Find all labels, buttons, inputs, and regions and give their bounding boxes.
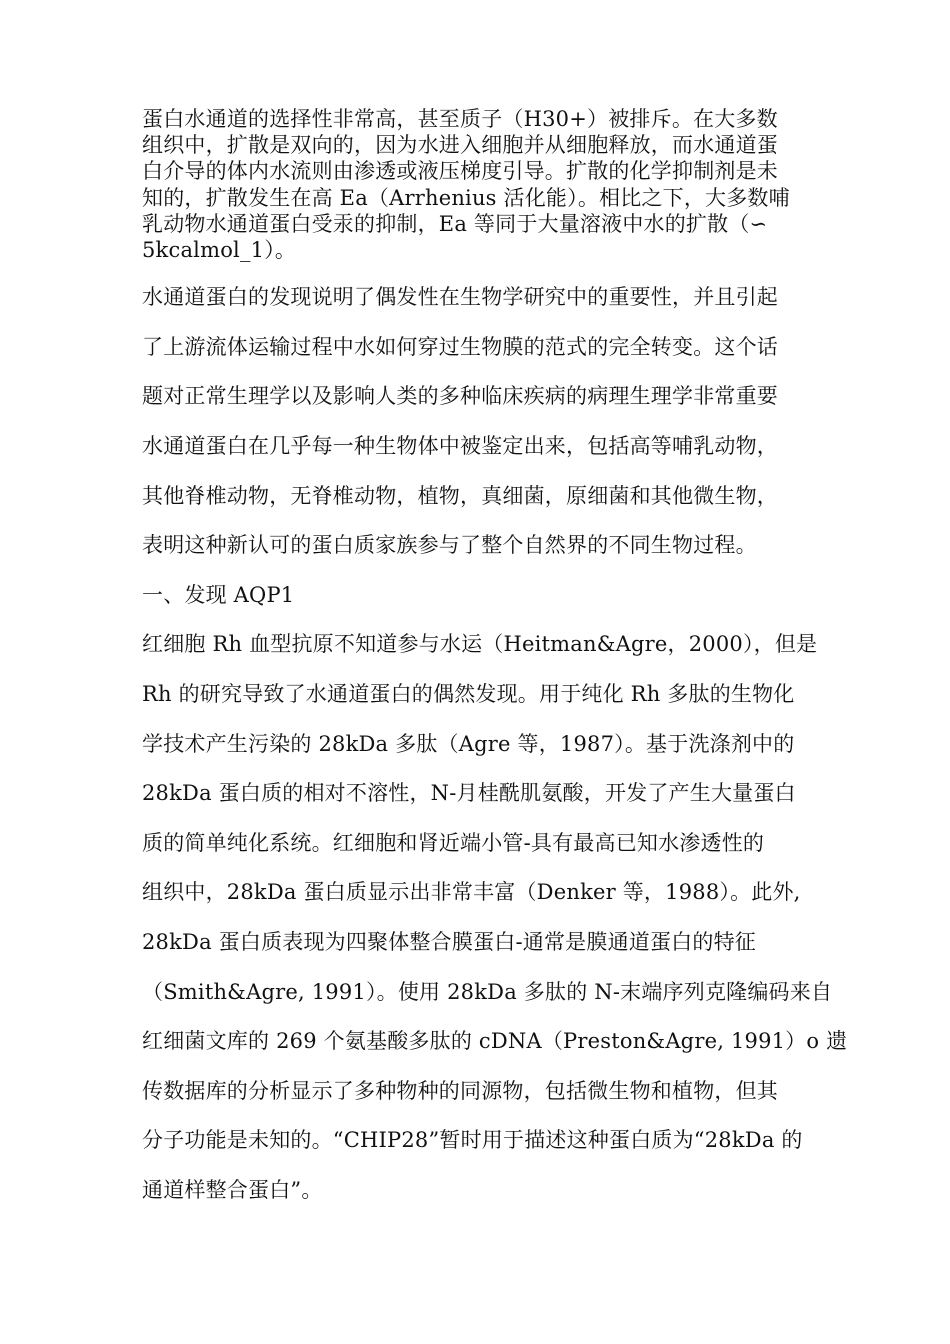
text-line: 水通道蛋白在几乎每一种生物体中被鉴定出来，包括高等哺乳动物， [142,434,778,458]
text-line: 红细胞 Rh 血型抗原不知道参与水运（Heitman&Agre，2000），但是 [142,632,818,657]
text-line: 28kDa 蛋白质表现为四聚体整合膜蛋白-通常是膜通道蛋白的特征 [142,929,756,954]
paragraph-selectivity [142,106,832,263]
text-line: Rh 的研究导致了水通道蛋白的偶然发现。用于纯化 Rh 多肽的生物化 [142,681,795,706]
text-line: 学技术产生污染的 28kDa 多肽（Agre 等，1987）。基于洗涤剂中的 [142,731,795,756]
paragraph-discovery [142,273,848,1215]
text-line: 红细菌文库的 269 个氨基酸多肽的 cDNA（Preston&Agre, 1991）o 遗 [142,1029,848,1054]
text-line: 表明这种新认可的蛋白质家族参与了整个自然界的不同生物过程。 [142,533,757,558]
text-line: 水通道蛋白的发现说明了偶发性在生物学研究中的重要性，并且引起 [142,285,778,310]
text-line: 质的简单纯化系统。红细胞和肾近端小管-具有最高已知水渗透性的 [142,830,765,855]
text-line: 5kcalmol_1）。 [142,238,297,263]
text-line: 其他脊椎动物，无脊椎动物，植物，真细菌，原细菌和其他微生物， [142,483,778,508]
text-line: 蛋白水通道的选择性非常高，甚至质子（H30+）被排斥。在大多数 [142,107,778,131]
text-line: （Smith&Agre, 1991）。使用 28kDa 多肽的 N-末端序列克隆编码来自 [142,979,833,1004]
text-line: 传数据库的分析显示了多种物种的同源物，包括微生物和植物，但其 [142,1078,778,1103]
text-line: 题对正常生理学以及影响人类的多种临床疾病的病理生理学非常重要 [142,384,778,409]
document-page [142,106,848,1216]
section-heading: 一、发现 AQP1 [142,582,295,607]
text-line: 通道样整合蛋白”。 [142,1177,323,1202]
text-line: 知的，扩散发生在高 Ea（Arrhenius 活化能）。相比之下，大多数哺 [142,185,790,210]
text-line: 28kDa 蛋白质的相对不溶性，N-月桂酰肌氨酸，开发了产生大量蛋白 [142,781,796,806]
text-line: 组织中，扩散是双向的，因为水进入细胞并从细胞释放，而水通道蛋 [142,133,778,158]
text-line: 乳动物水通道蛋白受汞的抑制，Ea 等同于大量溶液中水的扩散（∽ [142,211,768,236]
text-line: 白介导的体内水流则由渗透或液压梯度引导。扩散的化学抑制剂是未 [142,159,778,184]
text-line: 了上游流体运输过程中水如何穿过生物膜的范式的完全转变。这个话 [142,334,778,359]
text-line: 分子功能是未知的。“CHIP28”暂时用于描述这种蛋白质为“28kDa 的 [142,1128,803,1153]
text-line: 组织中，28kDa 蛋白质显示出非常丰富（Denker 等，1988）。此外, [142,880,801,905]
